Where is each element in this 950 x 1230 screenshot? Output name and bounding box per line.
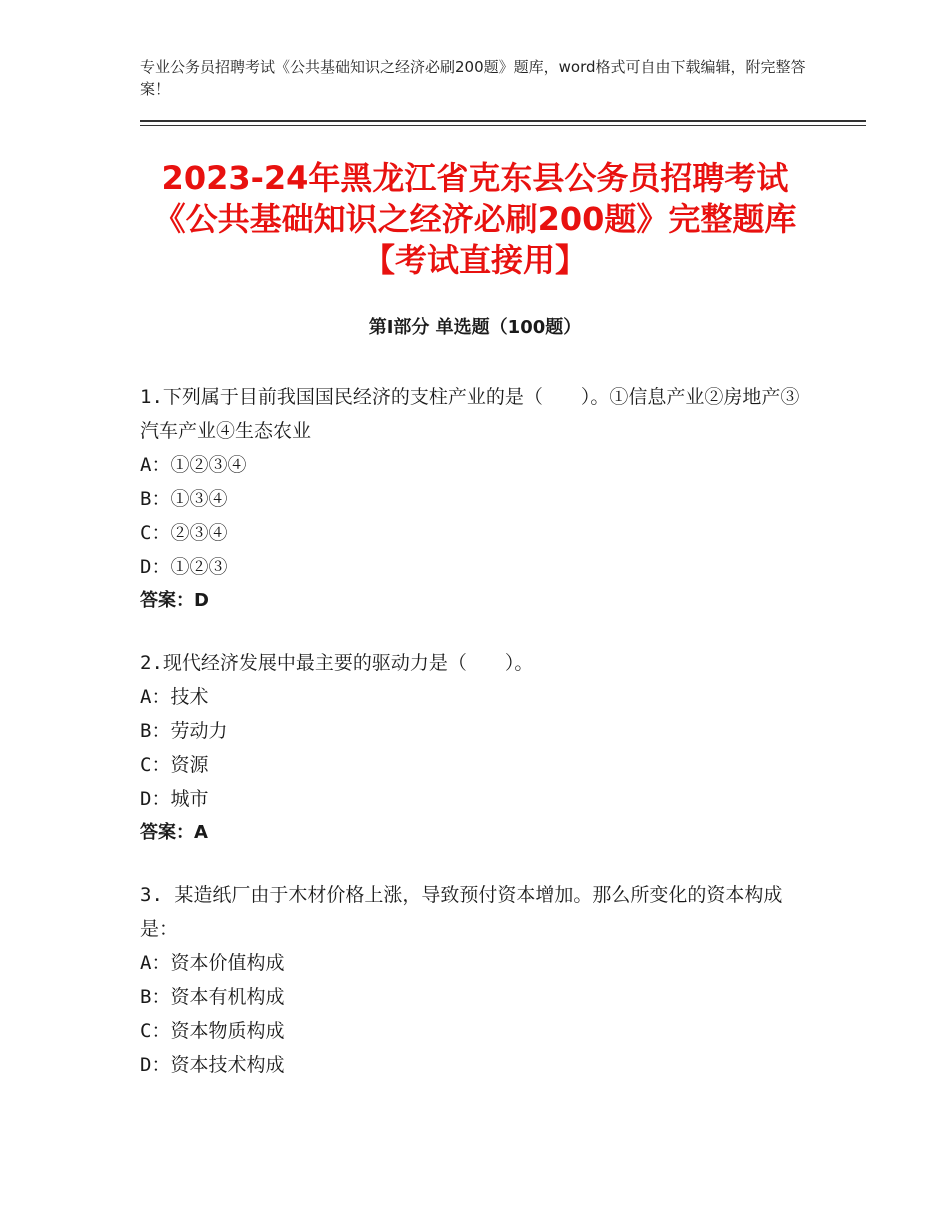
option-a: A：资本价值构成 (140, 952, 285, 974)
option-a: A：技术 (140, 686, 209, 708)
answer: 答案：A (140, 822, 208, 843)
header-divider-thin (140, 125, 866, 126)
header-divider-thick (140, 120, 866, 122)
option-c: C：资本物质构成 (140, 1020, 285, 1042)
question-stem: 3. 某造纸厂由于木材价格上涨，导致预付资本增加。那么所变化的资本构成是： (140, 884, 783, 940)
option-b: B：①③④ (140, 488, 228, 510)
option-d: D：①②③ (140, 556, 228, 578)
question-3 (140, 878, 810, 1082)
question-2 (140, 646, 810, 850)
option-d: D：资本技术构成 (140, 1054, 285, 1076)
question-stem: 2.现代经济发展中最主要的驱动力是（ ）。 (140, 652, 534, 674)
option-a: A：①②③④ (140, 454, 247, 476)
document-title: 2023-24年黑龙江省克东县公务员招聘考试《公共基础知识之经济必刷200题》完整题库【考试直接用】 (153, 159, 797, 279)
question-stem: 1.下列属于目前我国国民经济的支柱产业的是（ ）。①信息产业②房地产③汽车产业④生态农业 (140, 386, 800, 442)
answer: 答案：D (140, 590, 209, 611)
question-list (140, 380, 810, 1110)
option-c: C：资源 (140, 754, 209, 776)
option-b: B：劳动力 (140, 720, 228, 742)
question-1 (140, 380, 810, 618)
section-title: 第Ⅰ部分 单选题（100题） (368, 317, 582, 338)
option-c: C：②③④ (140, 522, 228, 544)
option-d: D：城市 (140, 788, 209, 810)
option-b: B：资本有机构成 (140, 986, 285, 1008)
header-note: 专业公务员招聘考试《公共基础知识之经济必刷200题》题库，word格式可自由下载编辑，附完整答案！ (140, 58, 806, 98)
